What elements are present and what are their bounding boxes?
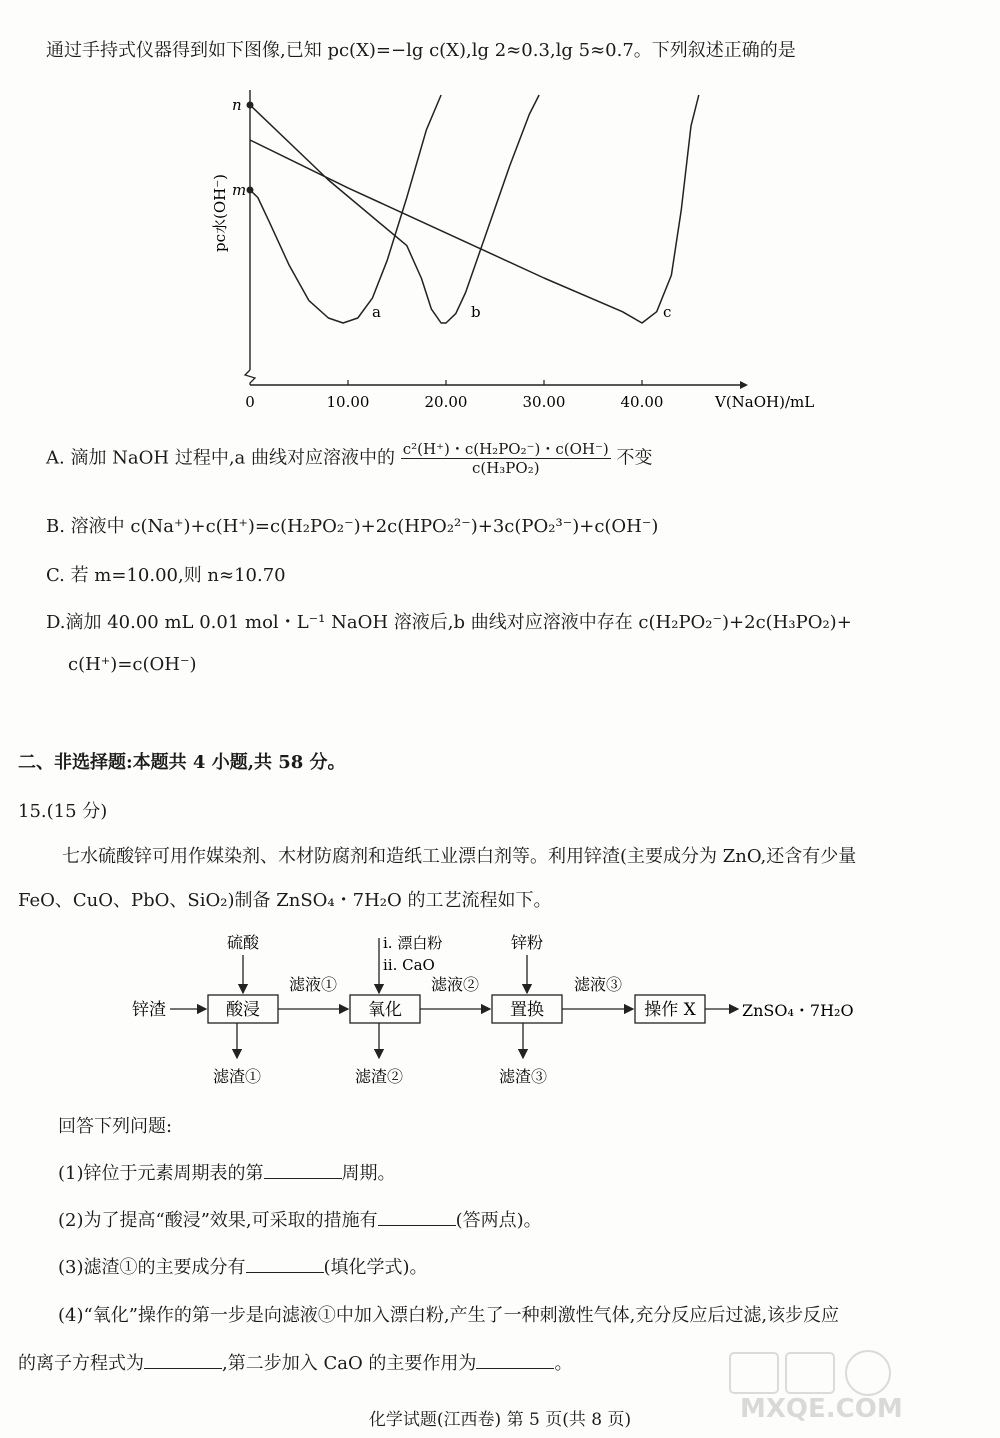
option-d-line1: D.滴加 40.00 mL 0.01 mol・L⁻¹ NaOH 溶液后,b 曲线对应溶液中存在 c(H₂PO₂⁻)+2c(H₃PO₂)+ <box>46 612 852 633</box>
option-a-numerator: c²(H⁺)・c(H₂PO₂⁻)・c(OH⁻) <box>402 440 609 458</box>
sub-question-1-text: (1)锌位于元素周期表的第 <box>58 1163 264 1184</box>
option-b: B. 溶液中 c(Na⁺)+c(H⁺)=c(H₂PO₂⁻)+2c(HPO₂²⁻)+3c(PO₂³⁻)+c(OH⁻) <box>46 516 659 537</box>
x-tick-label: 10.00 <box>326 393 370 411</box>
sub-question-3 <box>58 1253 428 1279</box>
sub-question-4-line2 <box>18 1349 572 1375</box>
series-label-b: b <box>471 303 481 321</box>
chart-labels <box>211 96 814 411</box>
y-axis-label: pc水(OH⁻) <box>211 173 229 253</box>
flow-residue-1: 滤渣① <box>212 1067 262 1086</box>
flow-filtrate-1: 滤液① <box>288 975 338 994</box>
option-a-denominator: c(H₃PO₂) <box>471 459 540 477</box>
flow-input-zinc-powder: 锌粉 <box>510 933 544 952</box>
series-label-c: c <box>663 303 672 321</box>
flow-step-acid-leach: 酸浸 <box>226 1000 260 1020</box>
flow-product: ZnSO₄・7H₂O <box>742 1001 854 1020</box>
flow-step-replacement: 置换 <box>510 1000 544 1020</box>
answer-blank[interactable] <box>144 1352 222 1369</box>
answer-blank[interactable] <box>264 1162 342 1179</box>
flow-input-bleaching-powder: ⅰ. 漂白粉 <box>383 934 443 952</box>
x-tick-label: 30.00 <box>522 393 566 411</box>
y-axis-break <box>245 370 255 385</box>
series-curve-a <box>250 95 441 323</box>
section-title: 二、非选择题:本题共 4 小题,共 58 分。 <box>18 752 346 773</box>
question-15-paragraph-line1: 七水硫酸锌可用作媒染剂、木材防腐剂和造纸工业漂白剂等。利用锌渣(主要成分为 ZnO,还含有少量 <box>62 846 857 867</box>
flow-filtrate-3: 滤液③ <box>573 975 623 994</box>
sub-question-2 <box>58 1206 542 1232</box>
y-mark-label: m <box>232 181 247 199</box>
option-d-line2: c(H⁺)=c(OH⁻) <box>68 654 197 675</box>
series-label-a: a <box>372 303 381 321</box>
option-a-prefix: A. 滴加 NaOH 过程中,a 曲线对应溶液中的 <box>46 447 395 469</box>
x-tick-label: 20.00 <box>424 393 468 411</box>
flow-step-operation-x: 操作 X <box>644 1000 696 1020</box>
x-tick-label: 0 <box>245 393 255 411</box>
flow-filtrate-2: 滤液② <box>430 975 480 994</box>
flow-input-sulfuric-acid: 硫酸 <box>226 933 260 952</box>
flow-residue-3: 滤渣③ <box>498 1067 548 1086</box>
sub-question-1 <box>58 1159 396 1185</box>
sub-question-1-tail: 周期。 <box>341 1163 396 1184</box>
sub-question-2-tail: (答两点)。 <box>455 1210 542 1231</box>
option-a <box>46 440 653 477</box>
flow-start-label: 锌渣 <box>132 1000 166 1020</box>
sub-question-3-text: (3)滤渣①的主要成分有 <box>58 1257 246 1278</box>
flow-residue-2: 滤渣② <box>354 1067 404 1086</box>
chart-axes <box>245 90 748 389</box>
flow-input-cao: ⅱ. CaO <box>383 956 435 974</box>
answer-blank[interactable] <box>476 1352 554 1369</box>
sub-question-2-text: (2)为了提高“酸浸”效果,可采取的措施有 <box>58 1210 378 1231</box>
x-axis-arrow <box>740 381 748 389</box>
y-mark-label: n <box>232 96 242 114</box>
x-axis-label: V(NaOH)/mL <box>715 393 815 411</box>
chart-series <box>250 95 699 323</box>
answer-prompt: 回答下列问题: <box>58 1116 173 1137</box>
answer-blank[interactable] <box>246 1256 324 1273</box>
sub-question-3-tail: (填化学式)。 <box>323 1257 428 1278</box>
sub-question-4-tail: 。 <box>554 1353 573 1374</box>
process-flow-diagram <box>120 928 880 1093</box>
sub-question-4-text: 的离子方程式为 <box>18 1353 144 1374</box>
page-footer: 化学试题(江西卷) 第 5 页(共 8 页) <box>368 1410 632 1430</box>
pc-oh-chart <box>195 85 815 420</box>
watermark-logo-icon <box>720 1345 990 1425</box>
option-a-fraction <box>401 440 611 477</box>
option-c: C. 若 m=10.00,则 n≈10.70 <box>46 565 286 586</box>
question-15-paragraph-line2: FeO、CuO、PbO、SiO₂)制备 ZnSO₄・7H₂O 的工艺流程如下。 <box>18 890 552 911</box>
question-15-label: 15.(15 分) <box>18 801 108 822</box>
sub-question-4-middle: ,第二步加入 CaO 的主要作用为 <box>222 1353 477 1374</box>
x-tick-label: 40.00 <box>620 393 664 411</box>
answer-blank[interactable] <box>378 1209 456 1226</box>
option-a-suffix: 不变 <box>616 447 653 469</box>
flow-step-oxidation: 氧化 <box>368 1000 402 1020</box>
sub-question-4-line1: (4)“氧化”操作的第一步是向滤液①中加入漂白粉,产生了一种刺激性气体,充分反应后过滤,该步反应 <box>58 1305 840 1326</box>
series-curve-c <box>250 95 699 323</box>
svg-text:MXQE.COM: MXQE.COM <box>740 1394 903 1424</box>
question-intro: 通过手持式仪器得到如下图像,已知 pc(X)=−lg c(X),lg 2≈0.3,lg 5≈0.7。下列叙述正确的是 <box>46 40 796 61</box>
